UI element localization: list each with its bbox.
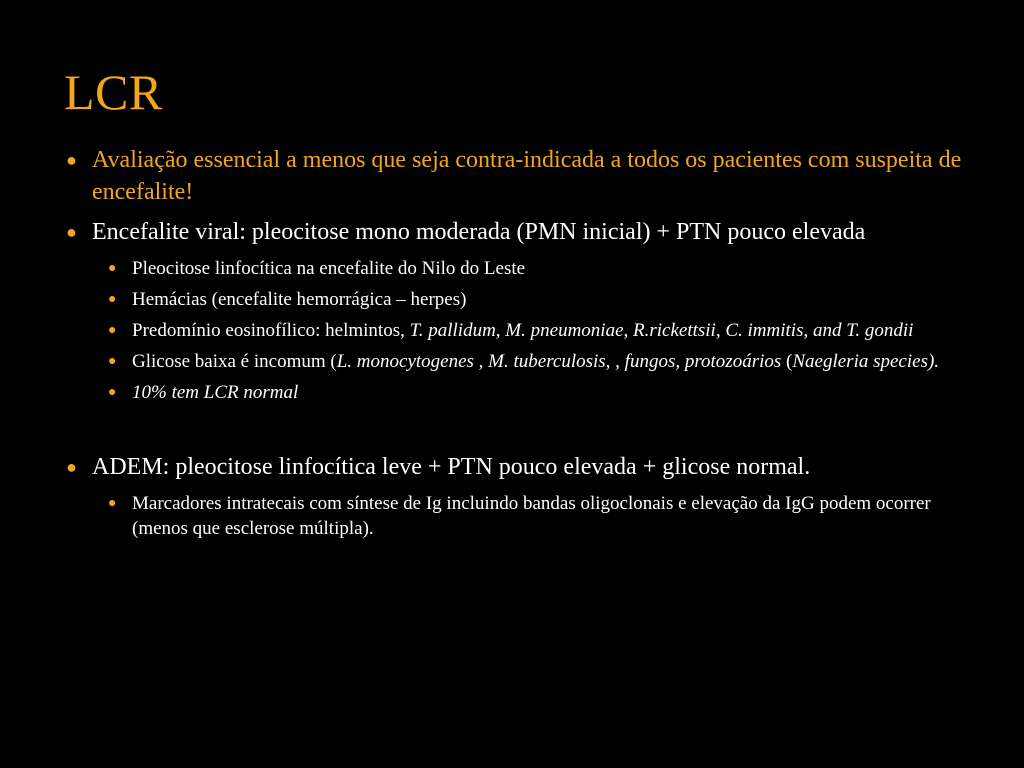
sub-bullet-item (64, 318, 974, 343)
round-bullet-icon: ● (66, 457, 77, 477)
bullet-text: Pleocitose linfocítica na encefalite do Nilo do Leste (132, 258, 526, 279)
bullet-text: Predomínio eosinofílico: helmintos, (132, 320, 410, 341)
round-bullet-icon: ● (108, 354, 117, 369)
slide-content (64, 144, 974, 547)
sub-bullet-item (64, 491, 974, 541)
bullet-text: Marcadores intratecais com síntese de Ig incluindo bandas oligoclonais e elevação da IgG podem ocorrer (menos que esclerose múltipla). (132, 493, 931, 539)
round-bullet-icon: ● (66, 150, 77, 170)
bullet-text-italic: T. pallidum, M. pneumoniae, R.rickettsii, C. immitis, and T. gondii (409, 320, 914, 341)
round-bullet-icon: ● (108, 323, 117, 338)
bullet-item-2 (64, 216, 974, 248)
spacer (64, 411, 974, 451)
sub-bullet-item (64, 256, 974, 281)
sub-bullet-item (64, 349, 974, 374)
sub-bullet-item (64, 380, 974, 405)
bullet-text: Avaliação essencial a menos que seja contra-indicada a todos os pacientes com suspeita de encefalite! (92, 147, 962, 205)
bullet-text: Encefalite viral: pleocitose mono moderada (PMN inicial) + PTN pouco elevada (92, 219, 866, 245)
bullet-text: Glicose baixa é incomum ( (132, 351, 337, 372)
round-bullet-icon: ● (66, 222, 77, 242)
bullet-text: Hemácias (encefalite hemorrágica – herpes) (132, 289, 467, 310)
round-bullet-icon: ● (108, 496, 117, 511)
round-bullet-icon: ● (108, 261, 117, 276)
bullet-item-3 (64, 451, 974, 483)
bullet-text: ( (781, 351, 793, 372)
slide-title: LCR (64, 64, 163, 120)
sub-bullet-item (64, 287, 974, 312)
round-bullet-icon: ● (108, 385, 117, 400)
bullet-text-italic: 10% tem LCR normal (132, 382, 299, 403)
bullet-text: ADEM: pleocitose linfocítica leve + PTN pouco elevada + glicose normal. (92, 454, 811, 480)
bullet-text-italic: Naegleria species). (792, 351, 940, 372)
bullet-text-italic: L. monocytogenes , M. tuberculosis, , fungos, protozoários (336, 351, 782, 372)
bullet-item-1 (64, 144, 974, 208)
round-bullet-icon: ● (108, 292, 117, 307)
